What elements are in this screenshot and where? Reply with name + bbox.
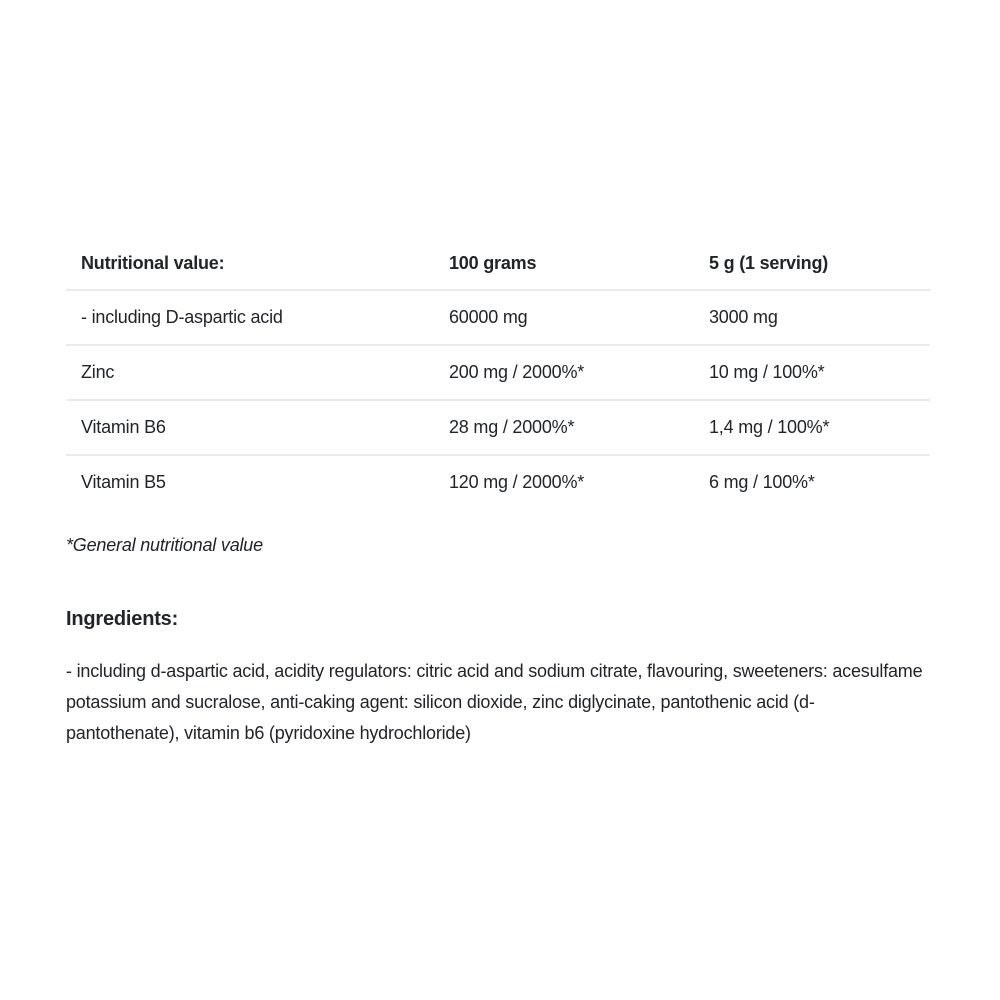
nutrient-label: Zinc <box>81 362 115 382</box>
nutrient-per-serving: 3000 mg <box>709 307 778 327</box>
nutrient-per-serving: 1,4 mg / 100%* <box>709 417 830 437</box>
nutrient-label: Vitamin B5 <box>81 472 166 492</box>
nutrient-per-100g: 120 mg / 2000%* <box>449 472 585 492</box>
ingredients-text: - including d-aspartic acid, acidity regulators: citric acid and sodium citrate, flavouring, sweeteners: acesulfame potassium and sucralose, anti-caking agent: silicon dioxide, zinc diglycinate, pantothenic acid (d-pantothenate), vitamin b6 (pyridoxine hydrochloride) <box>66 661 923 743</box>
nutrition-table <box>66 240 930 509</box>
header-per-100-grams: 100 grams <box>449 253 537 273</box>
nutrient-per-100g: 200 mg / 2000%* <box>449 362 585 382</box>
nutrition-table-header-row <box>66 240 930 290</box>
ingredients-heading: Ingredients: <box>66 608 179 630</box>
header-per-serving: 5 g (1 serving) <box>709 253 829 273</box>
table-row <box>66 400 930 455</box>
table-row <box>66 455 930 509</box>
table-row <box>66 290 930 345</box>
nutrient-per-serving: 10 mg / 100%* <box>709 362 825 382</box>
nutrient-label: Vitamin B6 <box>81 417 166 437</box>
product-nutrition-section <box>66 240 930 749</box>
table-row <box>66 345 930 400</box>
nutrient-per-serving: 6 mg / 100%* <box>709 472 815 492</box>
general-value-footnote: *General nutritional value <box>66 535 263 555</box>
nutrient-per-100g: 60000 mg <box>449 307 528 327</box>
nutrient-per-100g: 28 mg / 2000%* <box>449 417 575 437</box>
header-nutritional-value: Nutritional value: <box>81 253 225 273</box>
nutrient-label: - including D-aspartic acid <box>81 307 283 327</box>
